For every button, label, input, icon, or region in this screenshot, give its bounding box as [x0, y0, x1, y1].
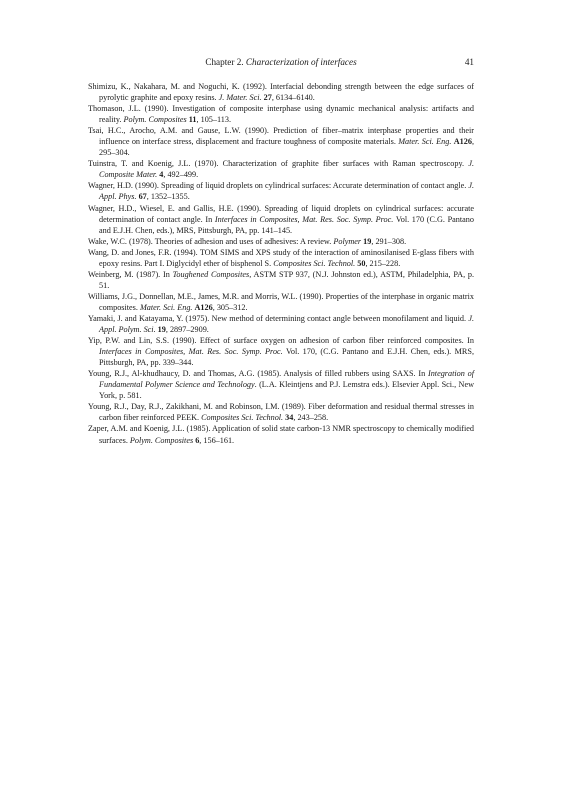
- reference-entry: [88, 247, 474, 269]
- reference-journal: Mater. Sci. Eng.: [139, 302, 193, 312]
- reference-journal: Composites Sci. Technol.: [201, 413, 284, 423]
- reference-text: , 291–308.: [371, 236, 407, 246]
- reference-text: , 305–312.: [212, 302, 248, 312]
- chapter-title-line: [88, 56, 474, 68]
- reference-entry: [88, 368, 474, 401]
- reference-text: , 105–113.: [196, 115, 232, 125]
- reference-text: Vol. 170, (C.G. Pantano and E.J.H. Chen, eds.). MRS, Pittsburgh, PA, pp. 339–344.: [99, 347, 474, 368]
- reference-text: Wake, W.C. (1978). Theories of adhesion and uses of adhesives: A review.: [88, 236, 334, 246]
- reference-journal: Composites Sci. Technol.: [273, 258, 356, 268]
- reference-volume: 6: [195, 435, 200, 445]
- reference-volume: 11: [188, 115, 197, 125]
- chapter-label: Chapter 2.: [205, 57, 244, 67]
- reference-text: , 2897–2909.: [165, 325, 209, 335]
- reference-journal: Mater. Sci. Eng.: [398, 137, 452, 147]
- reference-volume: 34: [285, 413, 294, 423]
- reference-journal: J. Appl. Polym. Sci.: [99, 313, 474, 335]
- reference-list: [88, 81, 474, 446]
- reference-entry: [88, 180, 474, 202]
- reference-entry: [88, 423, 474, 445]
- reference-text: Wang, D. and Jones, F.R. (1994). TOM SIMS and XPS study of the interaction of aminosilanised E-glass fibers with epoxy resins. Part I. Diglycidyl ether of bisphenol S.: [88, 247, 474, 268]
- reference-journal: Polym. Composites: [123, 115, 187, 125]
- reference-volume: 67: [138, 192, 147, 202]
- reference-text: , 215–228.: [365, 258, 401, 268]
- reference-text: Yip, P.W. and Lin, S.S. (1990). Effect of surface oxygen on adhesion of carbon fiber reinforced composites. In: [88, 336, 474, 346]
- reference-entry: [88, 158, 474, 180]
- reference-text: Yamaki, J. and Katayama, Y. (1975). New method of determining contact angle between monofilament and liquid.: [88, 313, 469, 323]
- reference-volume: 19: [157, 325, 166, 335]
- reference-text: Zaper, A.M. and Koenig, J.L. (1985). Application of solid state carbon-13 NMR spectroscopy to chemically modified surfaces.: [88, 424, 474, 445]
- reference-text: Tsai, H.C., Arocho, A.M. and Gause, L.W. (1990). Prediction of fiber–matrix interphase properties and their influence on interface stress, displacement and fracture toughness of composite materials.: [88, 126, 474, 147]
- reference-text: , 492–499.: [163, 170, 199, 180]
- page-number: 41: [464, 57, 474, 67]
- reference-entry: [88, 125, 474, 158]
- reference-journal: J. Mater. Sci.: [218, 93, 262, 103]
- reference-entry: [88, 269, 474, 291]
- reference-volume: A126: [194, 302, 213, 312]
- reference-text: , 295–304.: [99, 137, 474, 158]
- reference-text: Shimizu, K., Nakahara, M. and Noguchi, K. (1992). Interfacial debonding strength between the edge surfaces of pyrolytic graphite and epoxy resins.: [88, 82, 474, 103]
- reference-journal: Toughened Composites: [172, 269, 250, 279]
- reference-entry: [88, 103, 474, 125]
- reference-text: Vol. 170 (C.G. Pantano and E.J.H. Chen, eds.), MRS, Pittsburgh, PA, pp. 141–145.: [99, 214, 474, 235]
- reference-volume: 27: [263, 93, 272, 103]
- reference-entry: [88, 335, 474, 368]
- reference-text: , 6134–6140.: [271, 93, 315, 103]
- reference-entry: [88, 236, 474, 247]
- reference-journal: J. Composite Mater.: [99, 159, 474, 180]
- reference-text: , ASTM STP 937, (N.J. Johnston ed.), ASTM, Philadelphia, PA, p. 51.: [99, 269, 475, 290]
- reference-entry: [88, 291, 474, 313]
- reference-text: , 243–258.: [293, 413, 329, 423]
- reference-text: Thomason, J.L. (1990). Investigation of composite interphase using dynamic mechanical analysis: artifacts and reality.: [88, 104, 474, 125]
- reference-journal: Polym. Composites: [129, 435, 194, 445]
- reference-journal: Interfaces in Composites, Mat. Res. Soc. Symp. Proc.: [214, 214, 394, 224]
- reference-journal: Integration of Fundamental Polymer Science and Technology: [99, 369, 474, 390]
- reference-volume: A126: [453, 137, 472, 147]
- reference-text: Young, R.J., Day, R.J., Zakikhani, M. and Robinson, I.M. (1989). Fiber deformation and residual thermal stresses in carbon fiber reinforced PEEK.: [88, 402, 474, 423]
- reference-text: Young, R.J., Al-khudhaucy, D. and Thomas, A.G. (1985). Analysis of filled rubbers using SAXS. In: [88, 369, 428, 379]
- reference-text: Wagner, H.D., Wiesel, E. and Gallis, H.E. (1990). Spreading of liquid droplets on cylindrical surfaces: accurate determination of contact angle. In: [88, 203, 474, 224]
- reference-text: . (L.A. Kleintjens and P.J. Lemstra eds.). Elsevier Appl. Sci., New York, p. 581.: [99, 380, 474, 401]
- reference-journal: Interfaces in Composites, Mat. Res. Soc. Symp. Proc.: [99, 347, 283, 357]
- reference-text: Tuinstra, T. and Koenig, J.L. (1970). Characterization of graphite fiber surfaces with Raman spectroscopy.: [88, 159, 469, 169]
- reference-volume: 4: [159, 170, 164, 180]
- chapter-title: Characterization of interfaces: [245, 57, 357, 67]
- reference-volume: 50: [357, 258, 366, 268]
- reference-text: Weinberg, M. (1987). In: [88, 269, 173, 279]
- reference-text: Williams, J.G., Donnellan, M.E., James, M.R. and Morris, W.L. (1990). Properties of the interphase in organic matrix composites.: [88, 291, 474, 312]
- reference-entry: [88, 401, 474, 423]
- reference-text: , 156–161.: [199, 435, 235, 445]
- reference-entry: [88, 81, 474, 103]
- reference-volume: 19: [363, 236, 372, 246]
- reference-text: Wagner, H.D. (1990). Spreading of liquid droplets on cylindrical surfaces: Accurate determination of contact angle.: [88, 181, 469, 191]
- reference-entry: [88, 203, 474, 236]
- reference-text: , 1352–1355.: [146, 192, 190, 202]
- reference-journal: Polymer: [333, 236, 362, 246]
- reference-journal: J. Appl. Phys.: [99, 181, 474, 202]
- reference-entry: [88, 313, 474, 335]
